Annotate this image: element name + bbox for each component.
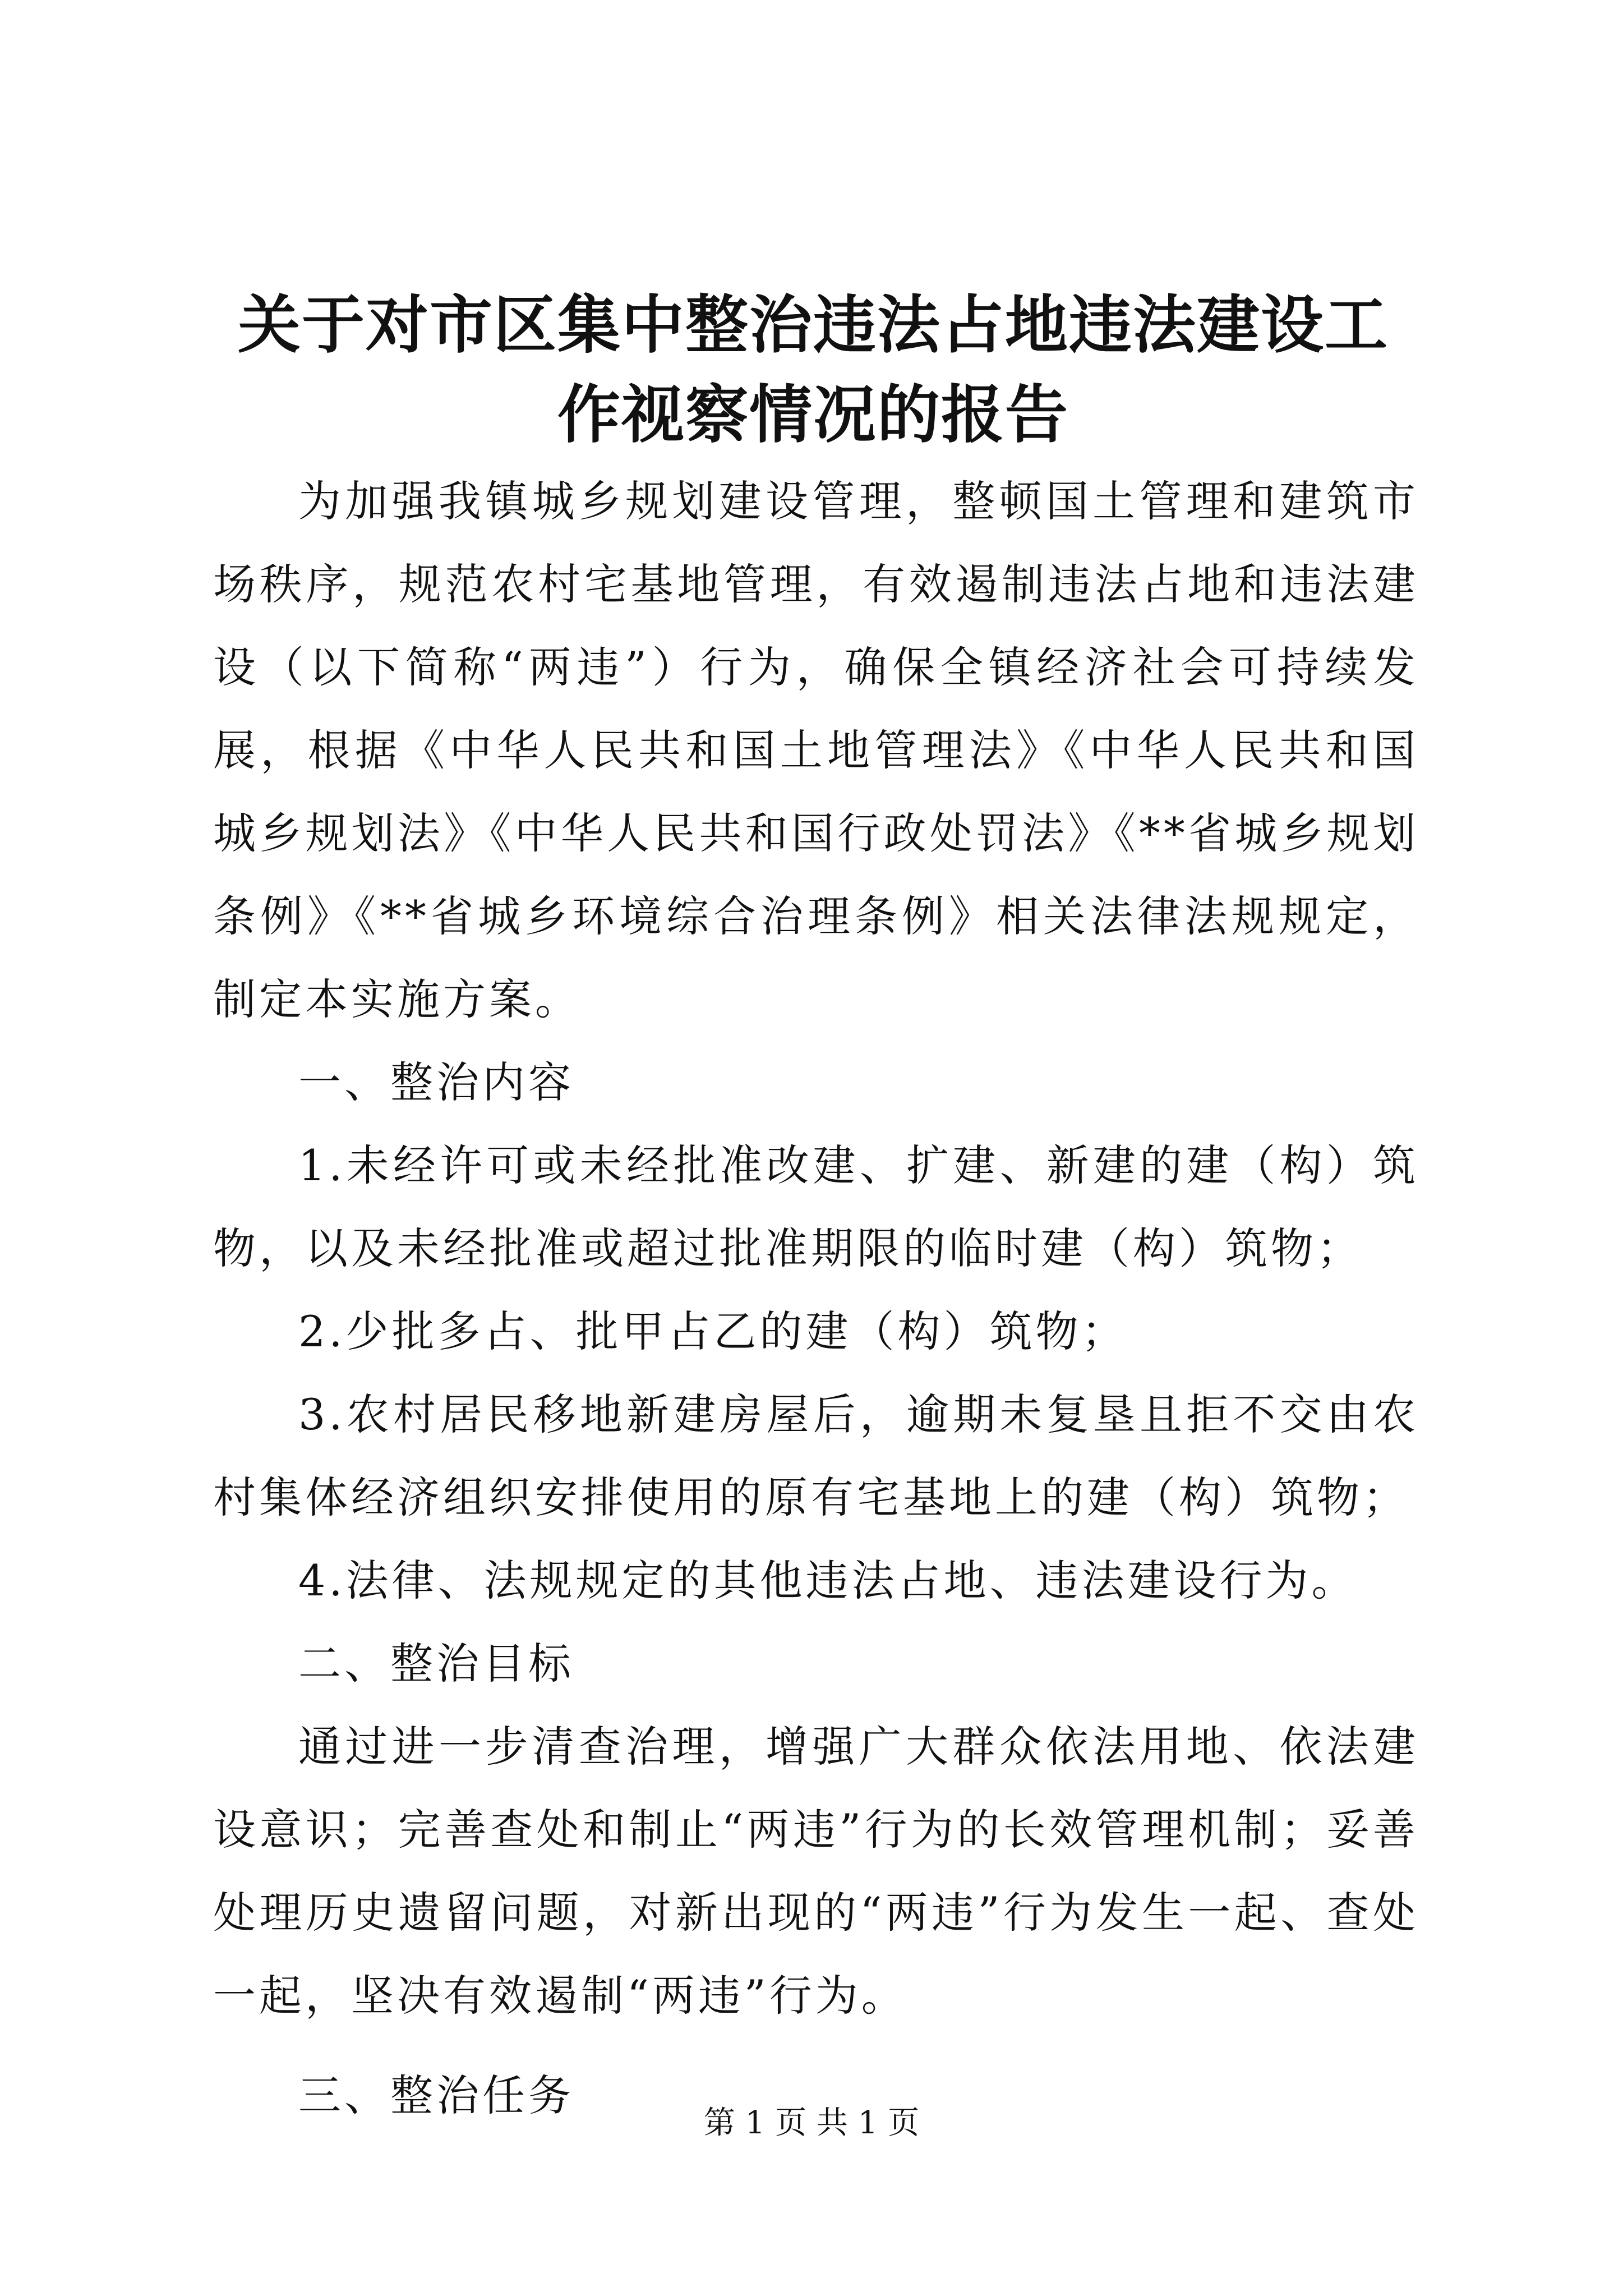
list-item: 4.法律、法规规定的其他违法占地、违法建设行为。 [298,1556,1358,1605]
page-number-footer: 第 1 页 共 1 页 [703,2105,920,2141]
section-heading-tasks: 三、整治任务 [298,2070,574,2120]
list-item: 2.少批多占、批甲占乙的建（构）筑物； [298,1306,1128,1356]
section-heading-content: 一、整治内容 [298,1057,574,1107]
section-heading-goal: 二、整治目标 [298,1639,574,1688]
list-item: 1.未经许可或未经批准改建、扩建、新建的建（构）筑物，以及未经批准或超过批准期限的临时建（构）筑物； [213,1140,1419,1273]
goal-paragraph: 通过进一步清查治理，增强广大群众依法用地、依法建设意识；完善查处和制止“两违”行为的长效管理机制；妥善处理历史遗留问题，对新出现的“两违”行为发生一起、查处一起，坚决有效遏制“两违”行为。 [213,1722,1419,2021]
document-title: 关于对市区集中整治违法占地违法建设工作视察情况的报告 [238,288,1389,452]
document-body [213,460,1419,2137]
intro-paragraph: 为加强我镇城乡规划建设管理，整顿国土管理和建筑市场秩序，规范农村宅基地管理，有效遏制违法占地和违法建设（以下简称“两违”）行为，确保全镇经济社会可持续发展，根据《中华人民共和国土地管理法》《中华人民共和国城乡规划法》《中华人民共和国行政处罚法》《**省城乡规划条例》《**省城乡环境综合治理条例》相关法律法规规定，制定本实施方案。 [213,476,1419,1024]
list-item: 3.农村居民移地新建房屋后，逾期未复垦且拒不交由农村集体经济组织安排使用的原有宅基地上的建（构）筑物； [213,1389,1419,1522]
